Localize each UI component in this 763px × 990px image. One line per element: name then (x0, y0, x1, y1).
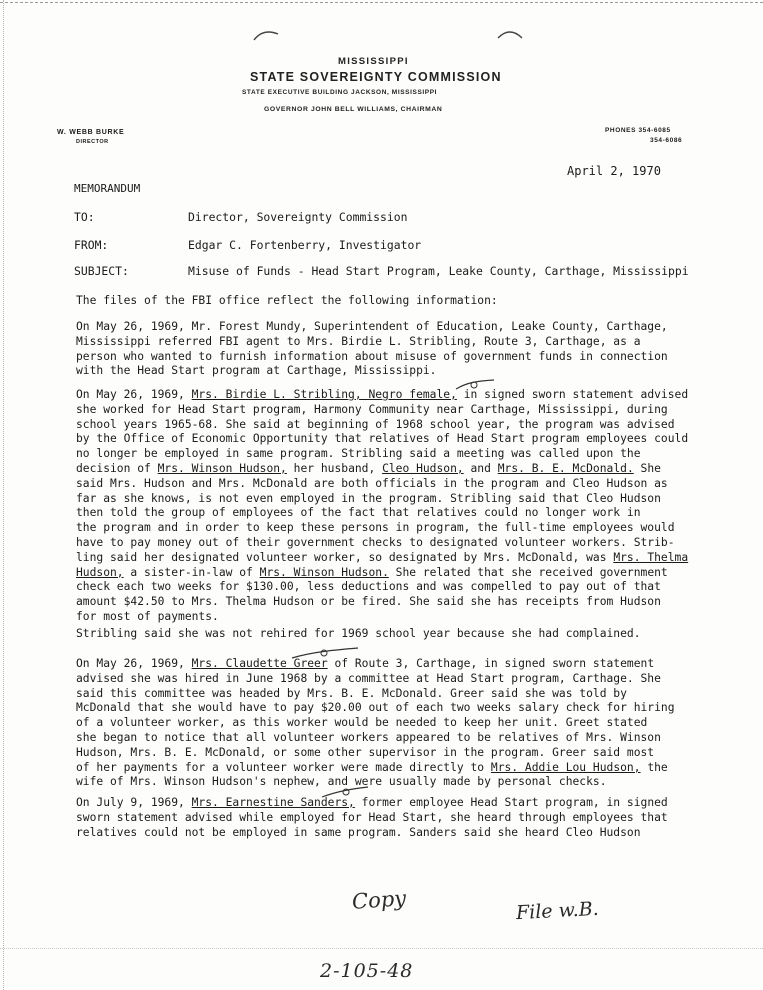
text-line: said Mrs. Hudson and Mrs. McDonald are both officials in the program and Cleo Hudson as (76, 476, 668, 490)
underlined-name: Cleo Hudson, (382, 461, 464, 475)
text-line (76, 388, 716, 403)
underlined-name: Mrs. B. E. McDonald. (497, 461, 634, 475)
text-segment: a sister-in-law of (123, 565, 260, 579)
underlined-name: Mrs. Winson Hudson, (157, 461, 287, 475)
to-label: TO: (74, 210, 95, 224)
text-line: McDonald that she would have to pay $20.00 out of each two weeks salary check for hiring (76, 701, 675, 715)
paragraph-stribling (76, 388, 716, 625)
text-line: with the Head Start program at Carthage, Mississippi. (76, 364, 437, 378)
text-line: school years 1965-68. She said at beginning of 1968 school year, the program was advised (76, 417, 675, 431)
to-value: Director, Sovereignty Commission (188, 210, 408, 224)
text-line: check each two weeks for $130.00, less deductions and was compelled to pay out of that (76, 580, 661, 594)
text-segment: On July 9, 1969, (76, 796, 192, 809)
text-segment: former employee Head Start program, in signed (354, 796, 668, 809)
from-value: Edgar C. Fortenberry, Investigator (188, 238, 422, 252)
paragraph-intro (76, 294, 716, 309)
text-segment: of her payments for a volunteer worker were made directly to (76, 760, 491, 774)
letterhead-agency: STATE SOVEREIGNTY COMMISSION (250, 70, 502, 84)
text-line (76, 796, 716, 811)
text-line: have to pay money out of their government checks to designated volunteer workers. Strib- (76, 535, 675, 549)
text-line: amount $42.50 to Mrs. Thelma Hudson or be fired. She said she has receipts from Hudson (76, 595, 661, 609)
text-segment: in signed sworn statement advised (456, 388, 689, 401)
text-line: wife of Mrs. Winson Hudson's nephew, and were usually made by personal checks. (76, 775, 607, 789)
page-edge-bottom (0, 948, 763, 949)
page-edge-left (3, 0, 4, 990)
text-line: person who wanted to furnish information about misuse of government funds in connection (76, 349, 668, 363)
text-line: sworn statement advised while employed for Head Start, she heard through employees that (76, 810, 668, 824)
text-line: then told the group of employees of the fact that relatives could no longer work in (76, 506, 641, 520)
text-line: advised she was hired in June 1968 by a committee at Head Start program, Carthage. She (76, 671, 661, 685)
text-line (76, 566, 716, 581)
underlined-name: Mrs. Birdie L. Stribling, Negro female, (191, 388, 457, 401)
text-line: no longer be employed in same program. Stribling said a meeting was called upon the (76, 447, 641, 461)
text-line: relatives could not be employed in same program. Sanders said she heard Cleo Hudson (76, 825, 641, 839)
text-line: she began to notice that all volunteer workers appeared to be relatives of Mrs. Winson (76, 730, 661, 744)
text-line: The files of the FBI office reflect the following information: (76, 294, 498, 307)
underlined-name: Hudson, (76, 565, 124, 579)
handwritten-file-note: File w.B. (515, 897, 600, 925)
memo-type: MEMORANDUM (74, 182, 141, 195)
text-line: far as she knows, is not even employed in the program. Stribling said that Cleo Hudson (76, 491, 661, 505)
text-segment: On May 26, 1969, (76, 657, 192, 670)
text-line (76, 551, 716, 566)
text-segment: decision of (76, 461, 158, 475)
text-segment: On May 26, 1969, (76, 388, 192, 401)
phone-number-1: PHONES 354-6085 (605, 127, 671, 134)
underlined-name: Mrs. Claudette Greer (191, 657, 328, 670)
text-segment: ling said her designated volunteer worker, so designated by Mrs. McDonald, was (76, 550, 614, 564)
text-segment: of Route 3, Carthage, in signed sworn statement (327, 657, 655, 670)
pen-mark (290, 646, 360, 660)
underlined-name: Mrs. Earnestine Sanders, (191, 796, 355, 809)
text-segment: She related that she received government (388, 565, 668, 579)
pen-mark (496, 28, 524, 42)
pen-mark (252, 28, 280, 42)
text-line: of a volunteer worker, as this worker would be needed to keep her unit. Greet stated (76, 716, 648, 730)
text-line (76, 761, 716, 776)
text-segment: her husband, (286, 461, 383, 475)
subject-label: SUBJECT: (74, 264, 129, 278)
text-line: for most of payments. (76, 609, 219, 623)
subject-value: Misuse of Funds - Head Start Program, Leake County, Carthage, Mississippi (188, 264, 689, 278)
from-label: FROM: (74, 238, 109, 252)
pen-mark (320, 785, 370, 799)
letterhead-address: STATE EXECUTIVE BUILDING JACKSON, MISSISSIPPI (242, 89, 438, 96)
text-segment: She (633, 461, 661, 475)
underlined-name: Mrs. Thelma (613, 550, 689, 564)
text-line: said this committee was headed by Mrs. B. E. McDonald. Greer said she was told by (76, 686, 627, 700)
text-line (76, 462, 716, 477)
pen-mark (454, 378, 496, 392)
underlined-name: Mrs. Winson Hudson. (259, 565, 389, 579)
text-line: Mississippi referred FBI agent to Mrs. Birdie L. Stribling, Route 3, Carthage, as a (76, 334, 641, 348)
text-segment: the (640, 760, 668, 774)
director-title: DIRECTOR (76, 139, 109, 145)
text-line: Hudson, Mrs. B. E. McDonald, or some other supervisor in the program. Greer said most (76, 745, 655, 759)
letterhead-governor: GOVERNOR JOHN BELL WILLIAMS, CHAIRMAN (264, 106, 443, 113)
underlined-name: Mrs. Addie Lou Hudson, (490, 760, 641, 774)
handwritten-copy: Copy (351, 886, 407, 914)
text-line: the program and in order to keep these persons in program, the full-time employees would (76, 521, 675, 535)
text-segment: and (463, 461, 498, 475)
director-name: W. WEBB BURKE (57, 129, 125, 136)
letterhead-state: MISSISSIPPI (338, 56, 409, 67)
paragraph-sanders (76, 796, 716, 840)
handwritten-file-number: 2-105-48 (320, 960, 414, 982)
memo-date: April 2, 1970 (567, 164, 661, 178)
phone-number-2: 354-6086 (650, 137, 683, 144)
text-line: by the Office of Economic Opportunity that relatives of Head Start program employees could (76, 432, 689, 446)
page-edge-top (0, 2, 763, 3)
paragraph-rehire (76, 627, 716, 642)
text-line: Stribling said she was not rehired for 1969 school year because she had complained. (76, 627, 641, 640)
text-line: she worked for Head Start program, Harmony Community near Carthage, Mississippi, during (76, 402, 668, 416)
text-line: On May 26, 1969, Mr. Forest Mundy, Superintendent of Education, Leake County, Carthage, (76, 320, 668, 333)
paragraph-greer (76, 657, 716, 790)
paragraph-mundy (76, 320, 716, 379)
text-line (76, 657, 716, 672)
